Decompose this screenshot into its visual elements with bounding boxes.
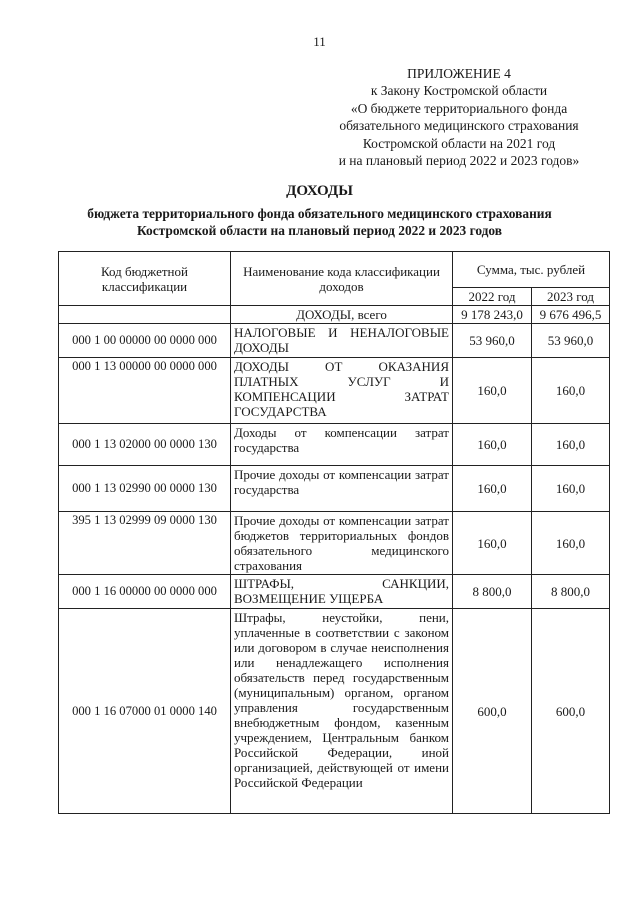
table-row: [59, 466, 610, 512]
row-2023: 160,0: [532, 466, 610, 512]
appendix-line: к Закону Костромской области: [370, 83, 548, 99]
table-row: [59, 424, 610, 466]
total-row: [59, 306, 610, 324]
total-2023: 9 676 496,5: [532, 306, 610, 324]
revenue-table: [58, 251, 610, 814]
row-2022: 160,0: [453, 358, 532, 424]
document-title: ДОХОДЫ: [286, 183, 353, 199]
row-name: Прочие доходы от компенсации затрат бюджетов территориальных фондов обязательного медицинского страхования: [231, 512, 453, 575]
header-sum: Сумма, тыс. рублей: [453, 252, 610, 288]
row-code: 000 1 16 07000 01 0000 140: [59, 609, 231, 814]
row-2023: 160,0: [532, 512, 610, 575]
row-2022: 8 800,0: [453, 575, 532, 609]
header-year-2023: 2023 год: [532, 288, 610, 306]
row-name: ШТРАФЫ, САНКЦИИ, ВОЗМЕЩЕНИЕ УЩЕРБА: [231, 575, 453, 609]
row-name: Штрафы, неустойки, пени, уплаченные в соответствии с законом или договором в случае неисполнения или ненадлежащего исполнения обязательств перед государственным (муниципальным) органом, органом управления государственным внебюджетным фондом, казенным учреждением, Центральным банком Российской Федерации, иной организацией, действующей от имени Российской Федерации: [231, 609, 453, 814]
appendix-block: [309, 65, 609, 169]
row-code: 000 1 00 00000 00 0000 000: [59, 324, 231, 358]
subtitle-line: бюджета территориального фонда обязательного медицинского страхования: [87, 206, 552, 221]
page-number: 11: [313, 34, 326, 49]
appendix-line: и на плановый период 2022 и 2023 годов»: [338, 153, 580, 169]
table-row: [59, 358, 610, 424]
total-code: [59, 306, 231, 324]
row-2022: 600,0: [453, 609, 532, 814]
appendix-line: Костромской области на 2021 год: [362, 135, 556, 151]
row-name: ДОХОДЫ ОТ ОКАЗАНИЯ ПЛАТНЫХ УСЛУГ И КОМПЕНСАЦИИ ЗАТРАТ ГОСУДАРСТВА: [231, 358, 453, 424]
row-2022: 160,0: [453, 466, 532, 512]
header-year-2022: 2022 год: [453, 288, 532, 306]
table-row: [59, 609, 610, 814]
table-body: [59, 306, 610, 814]
total-label: ДОХОДЫ, всего: [231, 306, 453, 324]
row-2023: 160,0: [532, 358, 610, 424]
appendix-line: ПРИЛОЖЕНИЕ 4: [407, 66, 511, 81]
table-row: [59, 575, 610, 609]
header-code: Код бюджетной классификации: [59, 252, 231, 306]
row-code: 395 1 13 02999 09 0000 130: [59, 512, 231, 575]
header-name: Наименование кода классификации доходов: [231, 252, 453, 306]
row-2023: 53 960,0: [532, 324, 610, 358]
row-2022: 160,0: [453, 512, 532, 575]
row-name: Прочие доходы от компенсации затрат государства: [231, 466, 453, 512]
appendix-line: «О бюджете территориального фонда: [350, 100, 568, 116]
row-name: Доходы от компенсации затрат государства: [231, 424, 453, 466]
document-subtitle: [0, 205, 639, 239]
row-name: НАЛОГОВЫЕ И НЕНАЛОГОВЫЕ ДОХОДЫ: [231, 324, 453, 358]
appendix-line: обязательного медицинского страхования: [339, 118, 579, 134]
subtitle-line: Костромской области на плановый период 2022 и 2023 годов: [136, 223, 503, 238]
row-2022: 160,0: [453, 424, 532, 466]
row-2022: 53 960,0: [453, 324, 532, 358]
row-code: 000 1 13 02000 00 0000 130: [59, 424, 231, 466]
row-2023: 160,0: [532, 424, 610, 466]
table-row: [59, 512, 610, 575]
row-2023: 600,0: [532, 609, 610, 814]
total-2022: 9 178 243,0: [453, 306, 532, 324]
row-2023: 8 800,0: [532, 575, 610, 609]
row-code: 000 1 13 02990 00 0000 130: [59, 466, 231, 512]
table-row: [59, 324, 610, 358]
row-code: 000 1 13 00000 00 0000 000: [59, 358, 231, 424]
table-header: [59, 252, 610, 306]
row-code: 000 1 16 00000 00 0000 000: [59, 575, 231, 609]
